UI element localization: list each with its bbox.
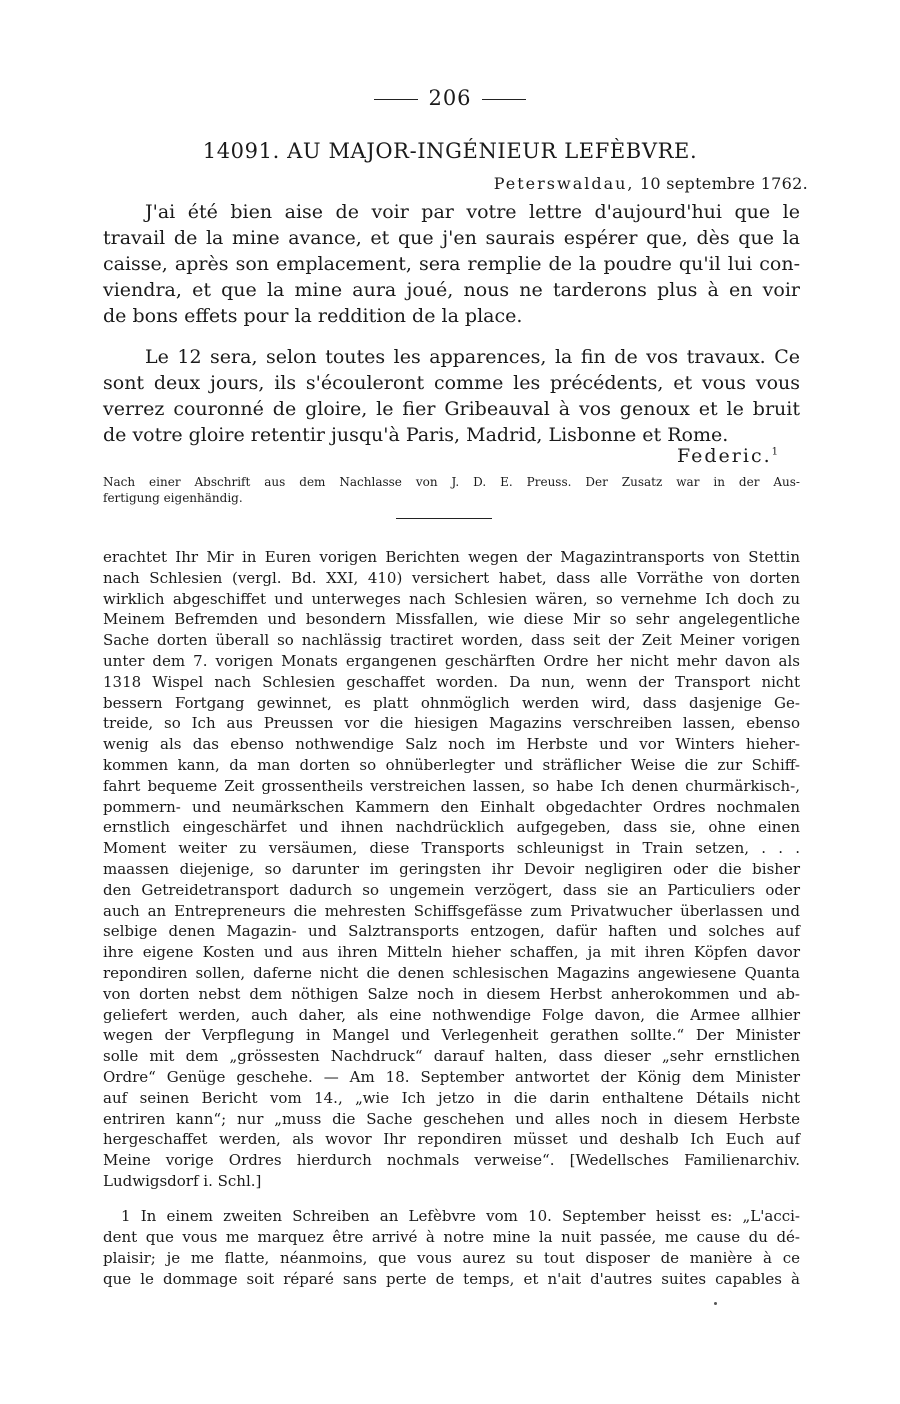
commentary-line: Ordre“ Genüge geschehe. — Am 18. September antwortet der König dem Minister xyxy=(103,1067,800,1086)
commentary-line: wegen der Verpflegung in Mangel und Verlegenheit gerathen sollte.“ Der Minister xyxy=(103,1026,800,1045)
source-note-line: Nach einer Abschrift aus dem Nachlasse von J. D. E. Preuss. Der Zusatz war in der Aus- xyxy=(103,475,800,489)
commentary-line: fahrt bequeme Zeit grossentheils verstreichen lassen, so habe Ich denen churmärkisch-, xyxy=(103,776,800,795)
commentary-line: Ludwigsdorf i. Schl.] xyxy=(103,1171,262,1190)
commentary-line: Moment weiter zu versäumen, diese Transports schleunigst in Train setzen, . . . xyxy=(103,839,800,858)
footnote-line: que le dommage soit réparé sans perte de temps, et n'ait d'autres suites capables à xyxy=(103,1270,800,1288)
letter-line: de votre gloire retentir jusqu'à Paris, Madrid, Lisbonne et Rome. xyxy=(103,424,729,446)
letter-line: viendra, et que la mine aura joué, nous ne tarderons plus à en voir xyxy=(103,279,800,301)
commentary-line: nach Schlesien (vergl. Bd. XXI, 410) versichert habet, dass alle Vorräthe von dorten xyxy=(103,568,800,587)
letter-place: Peterswaldau, xyxy=(493,174,635,193)
commentary-line: entriren kann“; nur „muss die Sache geschehen und alles noch in diesem Herbste xyxy=(103,1109,800,1128)
footnote-mark: 1 xyxy=(771,446,780,458)
footnote-line: plaisir; je me flatte, néanmoins, que vous aurez su tout disposer de manière à ce xyxy=(103,1249,800,1267)
letter-line: travail de la mine avance, et que j'en saurais espérer que, dès que la xyxy=(103,227,800,249)
commentary-line: von dorten nebst dem nöthigen Salze noch in diesem Herbst anherokommen und ab- xyxy=(103,984,800,1003)
commentary-line: pommern- und neumärkschen Kammern den Einhalt obgedachter Ordres nochmalen xyxy=(103,797,800,816)
footnote-line: dent que vous me marquez être arrivé à notre mine la nuit passée, me cause du dé- xyxy=(103,1228,800,1246)
section-divider xyxy=(396,518,492,519)
commentary-line: wenig als das ebenso nothwendige Salz noch im Herbste und vor Winters hieher- xyxy=(103,735,800,754)
commentary-line: kommen kann, da man dorten so ohnüberlegter und sträflicher Weise die zur Schiff- xyxy=(103,755,800,774)
letter-line: Le 12 sera, selon toutes les apparences, la fin de vos travaux. Ce xyxy=(145,346,800,368)
page-number-dash-right xyxy=(482,99,526,100)
source-note xyxy=(103,474,800,506)
commentary-line: ernstlich eingeschärfet und ihnen nachdrücklich aufgegeben, dass sie, ohne einen xyxy=(103,818,800,837)
source-note-line: fertigung eigenhändig. xyxy=(103,491,243,505)
footnote xyxy=(103,1206,800,1290)
commentary-line: auf seinen Bericht vom 14., „wie Ich jetzo in die darin enthaltene Détails nicht xyxy=(103,1088,800,1107)
place-date-line xyxy=(494,174,808,193)
page-number-line xyxy=(0,86,900,110)
commentary-line: erachtet Ihr Mir in Euren vorigen Berichten wegen der Magazintransports von Stettin xyxy=(103,548,800,566)
letter-date: 10 septembre 1762. xyxy=(639,174,808,193)
letter-line: J'ai été bien aise de voir par votre lettre d'aujourd'hui que le xyxy=(145,201,800,223)
commentary-line: hergeschaffet werden, als wovor Ihr repondiren müsset und deshalb Ich Euch auf xyxy=(103,1130,800,1149)
commentary-line: geliefert werden, auch daher, als eine nothwendige Folge davon, die Armee allhier xyxy=(103,1005,800,1024)
commentary-line: repondiren sollen, daferne nicht die denen schlesischen Magazins angewiesene Quanta xyxy=(103,963,800,982)
commentary-line: auch an Entrepreneurs die mehresten Schiffsgefässe zum Privatwucher überlassen und xyxy=(103,901,800,920)
ink-speck xyxy=(714,1302,717,1305)
letter-heading: 14091. AU MAJOR-INGÉNIEUR LEFÈBVRE. xyxy=(202,139,698,163)
signature xyxy=(677,445,780,467)
letter-line: caisse, après son emplacement, sera remplie de la poudre qu'il lui con- xyxy=(103,253,800,275)
page-number-dash-left xyxy=(374,99,418,100)
letter-paragraph-2 xyxy=(103,344,800,448)
footnote-line: 1 In einem zweiten Schreiben an Lefèbvre vom 10. September heisst es: „L'acci- xyxy=(121,1207,800,1225)
commentary-line: den Getreidetransport dadurch so ungemein verzögert, dass sie an Particuliers oder xyxy=(103,880,800,899)
commentary-text xyxy=(103,547,800,1192)
commentary-line: Meine vorige Ordres hierdurch nochmals verweise“. [Wedellsches Familienarchiv. xyxy=(103,1151,800,1170)
letter-line: de bons effets pour la reddition de la place. xyxy=(103,305,523,327)
commentary-line: wirklich abgeschiffet und unterweges nach Schlesien wären, so vernehme Ich doch zu xyxy=(103,589,800,608)
commentary-line: Meinem Befremden und besondern Missfallen, wie diese Mir so sehr angelegentliche xyxy=(103,610,800,629)
commentary-line: selbige denen Magazin- und Salztransports entzogen, dafür haften und solches auf xyxy=(103,922,800,941)
commentary-line: solle mit dem „grössesten Nachdruck“ darauf halten, dass dieser „sehr ernstlichen xyxy=(103,1047,800,1066)
commentary-line: 1318 Wispel nach Schlesien geschaffet worden. Da nun, wenn der Transport nicht xyxy=(103,672,800,691)
commentary-line: maassen diejenige, so darunter im geringsten ihr Devoir negligiren oder die bisher xyxy=(103,859,800,878)
commentary-line: treide, so Ich aus Preussen vor die hiesigen Magazins verschreiben lassen, ebenso xyxy=(103,714,800,733)
signature-name: Federic. xyxy=(676,445,772,467)
page-number: 206 xyxy=(428,86,472,110)
commentary-line: unter dem 7. vorigen Monats ergangenen geschärften Ordre her nicht mehr davon als xyxy=(103,651,800,670)
commentary-line: Sache dorten überall so nachlässig tractiret worden, dass seit der Zeit Meiner vorigen xyxy=(103,631,800,650)
commentary-line: ihre eigene Kosten und aus ihren Mitteln hieher schaffen, ja mit ihren Köpfen davor xyxy=(103,943,800,962)
letter-line: sont deux jours, ils s'écouleront comme les précédents, et vous vous xyxy=(103,372,800,394)
commentary-line: bessern Fortgang gewinnet, es platt ohnmöglich werden wird, dass dasjenige Ge- xyxy=(103,693,800,712)
letter-paragraph-1 xyxy=(103,199,800,329)
letter-line: verrez couronné de gloire, le fier Gribeauval à vos genoux et le bruit xyxy=(103,398,800,420)
